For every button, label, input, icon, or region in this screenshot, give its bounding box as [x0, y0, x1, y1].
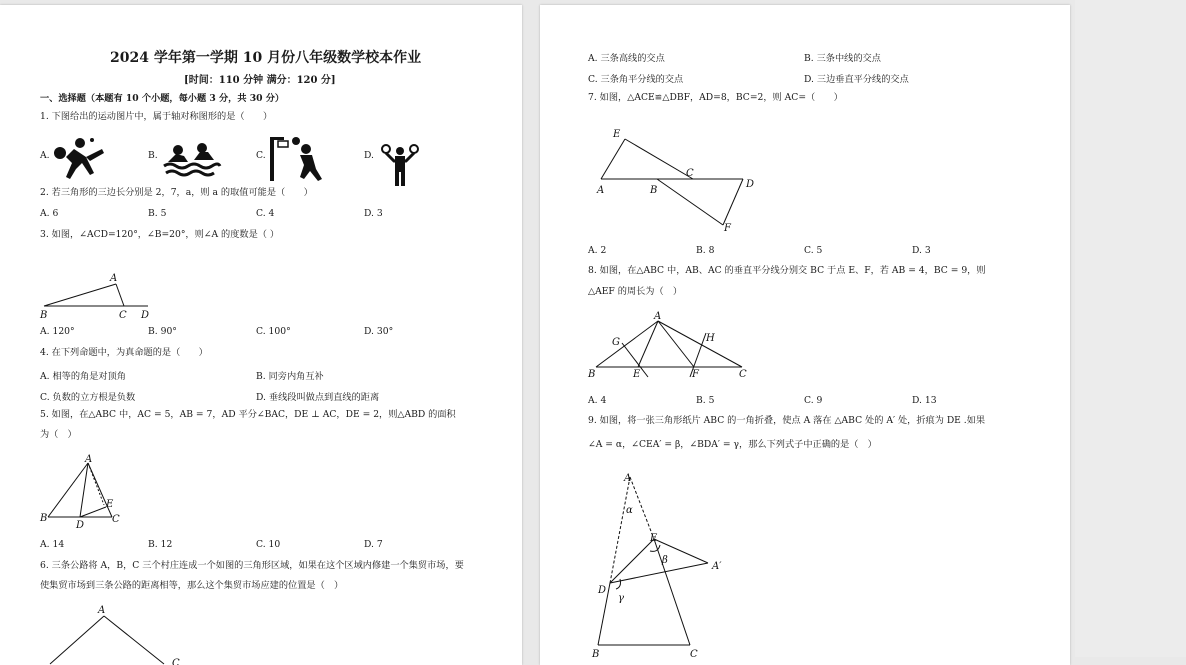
label-c: C [690, 649, 698, 660]
label-a: A [98, 605, 106, 616]
label-c: C [739, 369, 747, 380]
label-alpha: α [626, 505, 633, 516]
question-6-stem: 6. 三条公路将 A，B，C 三个村庄连成一个如图的三角形区域，如果在这个区域内修建一个集贸市场，要 [40, 560, 464, 571]
label-a: A [654, 311, 662, 322]
question-7-stem: 7. 如图，△ACE≌△DBF，AD=8，BC=2，则 AC=（ ） [588, 92, 843, 103]
label-d: D [746, 179, 755, 190]
label-c: C [119, 310, 127, 321]
label-d: D [76, 520, 85, 531]
label-a: A [624, 473, 632, 484]
label-b: B [592, 649, 600, 660]
label-e: E [650, 533, 658, 544]
label-b: B [40, 310, 48, 321]
q3-option-c: C. 100° [256, 326, 291, 337]
document-page-2 [540, 5, 1070, 665]
q6-option-d: D. 三边垂直平分线的交点 [804, 74, 909, 85]
label-a: A [85, 454, 93, 465]
q6-option-c: C. 三条角平分线的交点 [588, 74, 684, 85]
water-polo-pictogram [162, 140, 222, 180]
label-a: A [110, 273, 118, 284]
q3-triangle-figure [40, 270, 160, 322]
document-page-1 [0, 5, 522, 665]
label-e: E [633, 369, 641, 380]
label-e: E [613, 129, 621, 140]
label-beta: β [662, 555, 668, 566]
label-b: B [650, 185, 658, 196]
q9-folded-triangle-figure [588, 465, 788, 660]
q4-option-a: A. 相等的角是对顶角 [40, 371, 126, 382]
q5-option-c: C. 10 [256, 539, 281, 550]
q8-triangle-figure [588, 307, 758, 383]
q4-option-d: D. 垂线段叫做点到直线的距离 [256, 392, 380, 403]
q8-option-c: C. 9 [804, 395, 823, 406]
viewer-background [1075, 0, 1186, 657]
label-b: B [40, 513, 48, 524]
label-a-prime: A′ [712, 561, 722, 572]
q6-triangle-figure [40, 600, 190, 665]
q2-option-c: C. 4 [256, 208, 275, 219]
question-1-stem: 1. 下图给出的运动图片中，属于轴对称图形的是（ ） [40, 111, 273, 122]
table-tennis-pictogram [52, 135, 108, 183]
label-f: F [692, 369, 699, 380]
label-c: C [112, 514, 120, 525]
q4-option-b: B. 同旁内角互补 [256, 371, 324, 382]
label-d: D [598, 585, 607, 596]
q3-option-b: B. 90° [148, 326, 177, 337]
page-title: 2024 学年第一学期 10 月份八年级数学校本作业 [110, 50, 422, 66]
q1-option-a: A. [40, 150, 50, 161]
question-9-stem: 9. 如图，将一张三角形纸片 ABC 的一角折叠，使点 A 落在 △ABC 处的 A′ 处，折痕为 DE .如果 [588, 415, 986, 426]
q6-option-b: B. 三条中线的交点 [804, 53, 881, 64]
gymnastics-rings-pictogram [380, 135, 420, 187]
q7-option-b: B. 8 [696, 245, 715, 256]
q5-triangle-figure [40, 455, 130, 531]
q7-congruent-triangles-figure [595, 123, 765, 235]
q1-option-c: C. [256, 150, 266, 161]
label-gamma: γ [618, 593, 624, 604]
page-subtitle: [时间：110 分钟 满分：120 分] [184, 75, 336, 86]
question-2-stem: 2. 若三角形的三边长分别是 2，7，a，则 a 的取值可能是（ ） [40, 187, 313, 198]
question-9-stem-cont: ∠A = α，∠CEA′ = β，∠BDA′ = γ，那么下列式子中正确的是（ ） [588, 439, 877, 450]
label-h: H [706, 333, 715, 344]
basketball-pictogram [268, 135, 326, 183]
q2-option-a: A. 6 [40, 208, 59, 219]
label-e: E [106, 499, 114, 510]
q5-option-d: D. 7 [364, 539, 383, 550]
q6-option-a: A. 三条高线的交点 [588, 53, 665, 64]
q3-option-d: D. 30° [364, 326, 394, 337]
q1-option-d: D. [364, 150, 374, 161]
q8-option-b: B. 5 [696, 395, 715, 406]
q2-option-d: D. 3 [364, 208, 383, 219]
q8-option-d: D. 13 [912, 395, 937, 406]
label-d: D [141, 310, 150, 321]
q7-option-a: A. 2 [588, 245, 607, 256]
section-heading: 一、选择题（本题有 10 个小题，每小题 3 分，共 30 分） [40, 93, 285, 104]
q7-option-c: C. 5 [804, 245, 823, 256]
question-4-stem: 4. 在下列命题中，为真命题的是（ ） [40, 347, 208, 358]
label-f: F [724, 223, 731, 234]
question-8-stem-cont: △AEF 的周长为（ ） [588, 286, 683, 297]
label-c: C [172, 658, 180, 665]
question-5-stem-cont: 为（ ） [40, 429, 77, 440]
q2-option-b: B. 5 [148, 208, 167, 219]
question-8-stem: 8. 如图，在△ABC 中，AB、AC 的垂直平分线分别交 BC 于点 E、F，若 AB = 4，BC = 9，则 [588, 265, 986, 276]
question-3-stem: 3. 如图，∠ACD=120°，∠B=20°，则∠A 的度数是（ ） [40, 229, 280, 240]
q5-option-b: B. 12 [148, 539, 173, 550]
q8-option-a: A. 4 [588, 395, 607, 406]
q7-option-d: D. 3 [912, 245, 931, 256]
q1-option-b: B. [148, 150, 158, 161]
label-b: B [588, 369, 596, 380]
q5-option-a: A. 14 [40, 539, 65, 550]
q3-option-a: A. 120° [40, 326, 75, 337]
q4-option-c: C. 负数的立方根是负数 [40, 392, 136, 403]
question-6-stem-cont: 使集贸市场到三条公路的距离相等，那么这个集贸市场应建的位置是（ ） [40, 580, 344, 591]
label-c: C [686, 168, 694, 179]
question-5-stem: 5. 如图，在△ABC 中，AC = 5，AB = 7，AD 平分∠BAC，DE ⊥ AC，DE = 2，则△ABD 的面积 [40, 409, 456, 420]
label-g: G [612, 337, 620, 348]
label-a: A [597, 185, 605, 196]
